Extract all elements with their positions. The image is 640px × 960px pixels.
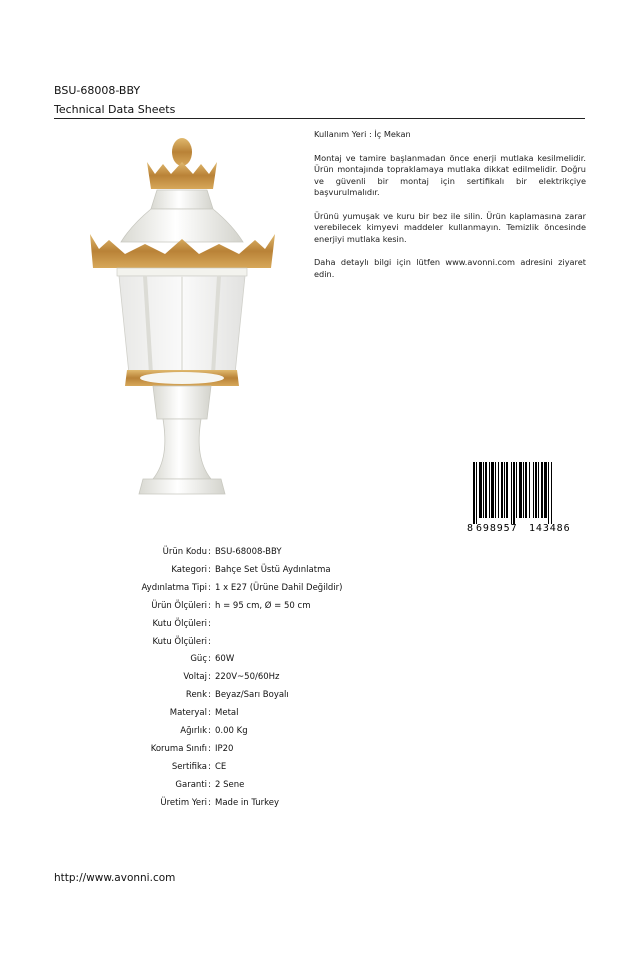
barcode-bar xyxy=(479,462,482,518)
barcode-bar xyxy=(519,462,522,518)
spec-value: IP20 xyxy=(215,743,234,754)
spec-value: BSU-68008-BBY xyxy=(215,547,282,557)
header-divider xyxy=(54,118,585,119)
spec-separator: : xyxy=(208,618,211,629)
barcode-bar xyxy=(489,462,490,518)
barcode-bar xyxy=(511,462,512,524)
spec-label: Renk xyxy=(185,690,207,701)
spec-row xyxy=(0,778,640,792)
spec-separator: : xyxy=(208,654,211,665)
spec-row xyxy=(0,760,640,774)
spec-row xyxy=(0,652,640,666)
spec-separator: : xyxy=(208,761,211,772)
barcode-bar xyxy=(538,462,539,518)
spec-separator: : xyxy=(208,564,211,575)
spec-separator: : xyxy=(208,582,211,593)
barcode-first-digit: 8 xyxy=(467,523,474,534)
safety-paragraph: Montaj ve tamire başlanmadan önce enerji mutlaka kesilmelidir. Ürün montajında topraklamaya mutlaka dikkat edilmelidir. Doğru ve güvenli bir montaj için sertifikalı bir elektrikçiye başvurulmalıdır. xyxy=(314,152,586,197)
barcode-bar xyxy=(501,462,503,518)
barcode-bar xyxy=(548,462,549,524)
barcode-bar xyxy=(525,462,527,518)
barcode xyxy=(467,462,584,534)
barcode-bar xyxy=(541,462,543,518)
barcode-bar xyxy=(483,462,484,518)
barcode-bar xyxy=(513,462,515,524)
barcode-bar xyxy=(516,462,517,518)
spec-label: Ürün Ölçüleri xyxy=(151,600,207,611)
usage-info xyxy=(314,129,586,292)
barcode-bar xyxy=(506,462,508,518)
spec-label: Garanti xyxy=(175,779,207,790)
spec-row xyxy=(0,670,640,684)
spec-label: Kutu Ölçüleri xyxy=(152,618,207,629)
spec-label: Voltaj xyxy=(183,672,207,683)
spec-row xyxy=(0,635,640,649)
spec-row xyxy=(0,563,640,577)
spec-separator: : xyxy=(208,726,211,736)
spec-separator: : xyxy=(208,636,211,647)
spec-value: Metal xyxy=(215,708,239,719)
spec-label: Üretim Yeri xyxy=(160,797,207,808)
product-code-heading: BSU-68008-BBY xyxy=(54,84,141,97)
usage-location: Kullanım Yeri : İç Mekan xyxy=(314,129,411,139)
spec-value: 60W xyxy=(215,654,235,665)
barcode-bar xyxy=(523,462,524,518)
spec-row xyxy=(0,545,640,559)
barcode-bar xyxy=(544,462,547,518)
barcode-bar xyxy=(485,462,487,518)
spec-label: Ağırlık xyxy=(180,726,207,736)
barcode-bar xyxy=(551,462,552,524)
spec-row xyxy=(0,706,640,720)
website-paragraph: Daha detaylı bilgi için lütfen www.avonni.com adresini ziyaret edin. xyxy=(314,257,586,279)
spec-row xyxy=(0,581,640,595)
barcode-bar xyxy=(473,462,475,524)
barcode-bar xyxy=(529,462,530,518)
spec-value: CE xyxy=(215,761,227,772)
spec-row xyxy=(0,724,640,738)
spec-separator: : xyxy=(208,708,211,719)
spec-value: 0.00 Kg xyxy=(215,726,248,736)
barcode-bar xyxy=(533,462,534,518)
spec-label: Kutu Ölçüleri xyxy=(152,636,207,647)
spec-separator: : xyxy=(208,690,211,701)
spec-label: Güç xyxy=(190,654,207,665)
document-subtitle: Technical Data Sheets xyxy=(54,103,176,116)
spec-separator: : xyxy=(208,797,211,808)
spec-label: Koruma Sınıfı xyxy=(150,743,207,754)
spec-value: h = 95 cm, Ø = 50 cm xyxy=(215,600,311,611)
spec-label: Kategori xyxy=(171,564,207,575)
barcode-bar xyxy=(476,462,477,524)
spec-label: Aydınlatma Tipi xyxy=(141,582,207,593)
barcode-right-digits: 143486 xyxy=(529,523,571,534)
spec-value: Bahçe Set Üstü Aydınlatma xyxy=(215,564,331,575)
barcode-bar xyxy=(495,462,496,518)
product-image xyxy=(85,134,280,504)
spec-value: 220V~50/60Hz xyxy=(215,672,280,683)
spec-row xyxy=(0,796,640,810)
spec-row xyxy=(0,617,640,631)
spec-value: 1 x E27 (Ürüne Dahil Değildir) xyxy=(215,582,343,593)
barcode-left-digits: 698957 xyxy=(476,523,518,534)
spec-separator: : xyxy=(208,672,211,683)
spec-separator: : xyxy=(208,779,211,790)
barcode-bar xyxy=(491,462,494,518)
barcode-bar xyxy=(498,462,499,518)
spec-value: Beyaz/Sarı Boyalı xyxy=(215,690,289,701)
spec-label: Materyal xyxy=(169,708,207,719)
footer-website-link[interactable]: http://www.avonni.com xyxy=(54,872,176,884)
spec-row xyxy=(0,688,640,702)
spec-separator: : xyxy=(208,743,211,754)
barcode-bar xyxy=(535,462,537,518)
spec-label: Ürün Kodu xyxy=(162,547,207,557)
spec-row xyxy=(0,742,640,756)
spec-separator: : xyxy=(208,547,211,557)
barcode-bar xyxy=(504,462,505,518)
spec-value: 2 Sene xyxy=(215,779,245,790)
spec-separator: : xyxy=(208,600,211,611)
spec-value: Made in Turkey xyxy=(215,797,279,808)
spec-row xyxy=(0,599,640,613)
cleaning-paragraph: Ürünü yumuşak ve kuru bir bez ile silin. Ürün kaplamasına zarar verebilecek kimyevi maddeler kullanmayın. Temizlik öncesinde enerjiyi mutlaka kesin. xyxy=(314,210,586,244)
spec-label: Sertifika xyxy=(171,761,207,772)
